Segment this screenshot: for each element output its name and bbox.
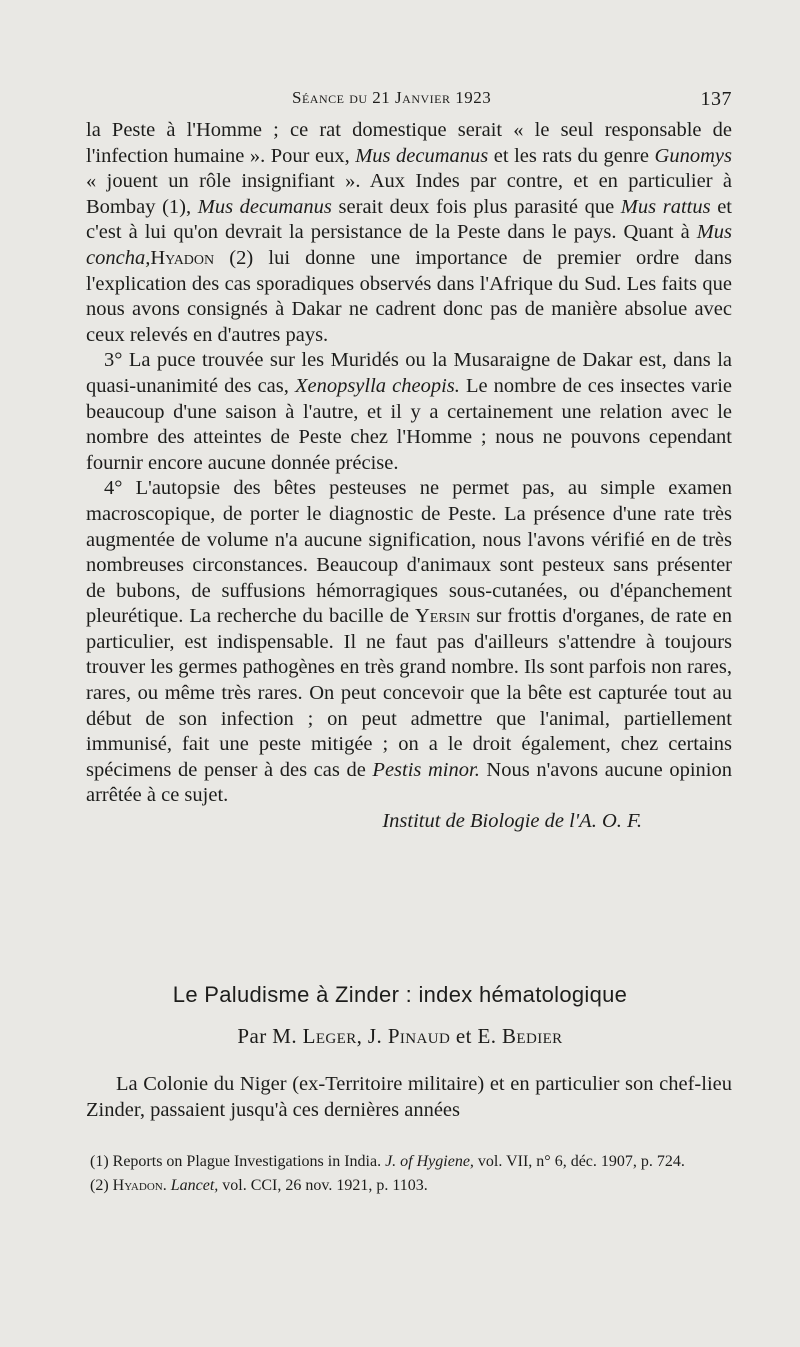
intro-paragraph: La Colonie du Niger (ex-Territoire militaire) et en particulier son chef-lieu Zinder, passaient jusqu'à ces dernières années [86, 1073, 732, 1121]
article-authors: Par M. Leger, J. Pinaud et E. Bedier [237, 1024, 563, 1048]
footnote-1: (1) Reports on Plague Investigations in India. J. of Hygiene, vol. VII, n° 6, déc. 1907, p. 724. [90, 1153, 685, 1170]
footnote-2: (2) Hyadon. Lancet, vol. CCI, 26 nov. 1921, p. 1103. [90, 1177, 428, 1194]
footnotes [90, 1152, 730, 1196]
paragraph-fleas: 3° La puce trouvée sur les Muridés ou la Musaraigne de Dakar est, dans la quasi-unanimité des cas, Xenopsylla cheopis. Le nombre de ces insectes varie beaucoup d'une saison à l'autre, et il y a certainement une relation avec le nombre des atteintes de Peste chez l'Homme ; nous ne pouvons cependant fournir encore aucune donnée précise. [86, 349, 732, 474]
institution-signature: Institut de Biologie de l'A. O. F. [382, 810, 642, 833]
running-header [292, 88, 732, 108]
paragraph-autopsy: 4° L'autopsie des bêtes pesteuses ne permet pas, au simple examen macroscopique, de porter le diagnostic de Peste. La présence d'une rate très augmentée de volume n'a aucune signification, nous l'avons vérifié en de très nombreuses circonstances. Beaucoup d'animaux sont pesteux sans présenter de bubons, de suffusions hémorragiques sous-cutanées, ou d'épanchement pleurétique. La recherche du bacille de Yersin sur frottis d'organes, de rate en particulier, est indispensable. Il ne faut pas d'ailleurs s'attendre à toujours trouver les germes pathogènes en très grand nombre. Ils sont parfois non rares, rares, ou même très rares. On peut concevoir que la bête est capturée tout au début de son infection ; on peut admettre que l'animal, partiellement immunisé, fait une peste mitigée ; on a le droit également, chez certains spécimens de penser à des cas de Pestis minor. Nous n'avons aucune opinion arrêtée à ce sujet. [86, 477, 732, 807]
paragraph-rats: la Peste à l'Homme ; ce rat domestique serait « le seul responsable de l'infection humaine ». Pour eux, Mus decumanus et les rats du genre Gunomys « jouent un rôle insignifiant ». Aux Indes par contre, et en particulier à Bombay (1), Mus decumanus serait deux fois plus parasité que Mus rattus et c'est à lui qu'on devrait la persistance de la Peste dans le pays. Quant à Mus concha,Hyadon (2) lui donne une importance de premier ordre dans l'explication des cas sporadiques observés dans l'Afrique du Sud. Les faits que nous avons consignés à Dakar ne cadrent donc pas de manière absolue avec ceux relevés en d'autres pays. [86, 119, 732, 346]
article-intro [86, 1072, 732, 1123]
running-title: Séance du 21 Janvier 1923 [292, 88, 492, 107]
article-title: Le Paludisme à Zinder : index hématologique [172, 982, 628, 1007]
page-number: 137 [700, 88, 732, 110]
body-text [86, 118, 732, 835]
